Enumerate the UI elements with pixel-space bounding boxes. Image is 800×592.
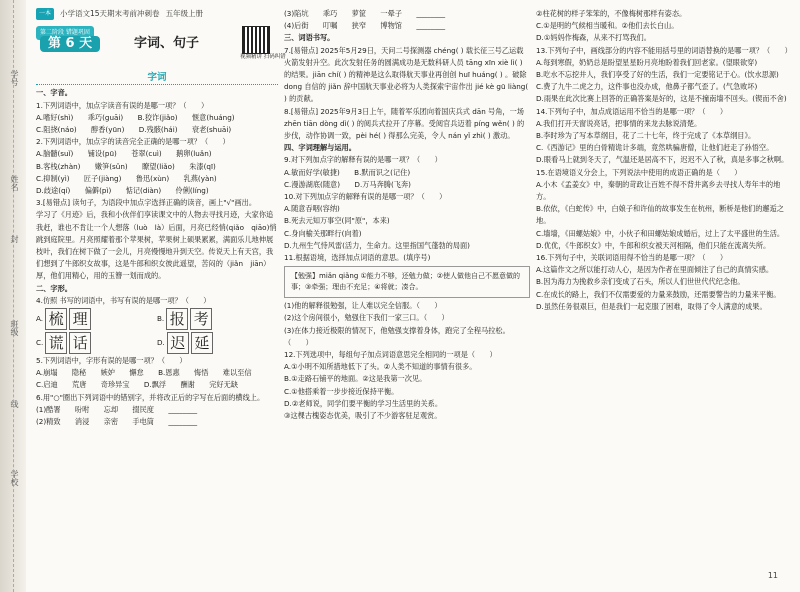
question-line: 10.对下列加点字的解释有误的是哪一项？（ ） <box>284 192 447 202</box>
question-line: C.墙墙，《田螺姑娘》中，小伙子和田螺姑娘成婚后，过上了太平盛世的生活。 <box>536 228 785 238</box>
question-line: C.在成长的路上，我们不仅需要爱的力量来鼓励，还需要警告的力量来平衡。 <box>536 289 781 299</box>
question-line: 3.[易错点] 读句子，为语段中加点字选择正确的读音，画上"√"画出。 <box>36 198 257 208</box>
question-line: D.眼看马上就到冬天了，气温还是居高不下，迟迟不入了秋，真是多事之秋啊。 <box>536 155 789 165</box>
question-line: ③这棵古槐姿态优美，吸引了不少游客驻足观赏。 <box>284 411 442 421</box>
question-line: 9.对下列加点字的解释有误的是哪一项？（ ） <box>284 155 442 165</box>
question-line: D.九州生气恃风雷(活力，生命力。这里指国气蓬勃的局面) <box>284 240 470 250</box>
question-line: A.脑髓(suǐ) 铺设(pū) 苍翠(cuì) 鹅卵(luǎn) <box>36 149 212 159</box>
char-cell: 话 <box>69 332 91 354</box>
question-line: B.依依，《白蛇传》中，白娘子和许仙的故事发生在杭州，断桥是他们的邂逅之地。 <box>536 204 784 226</box>
page-number: 11 <box>767 571 778 580</box>
question-line: C.身向榆关那畔行(向着) <box>284 228 362 238</box>
char-cell: 梳 <box>45 308 67 330</box>
question-line: ②柱花树的样子笨笨的，不像梅树那样有姿态。 <box>536 9 687 18</box>
question-line: (1)酷署 吩咐 忘却 掇民度 ________ <box>36 404 198 414</box>
passage: 7.[易错点] 2025年5月29日，天问二号探测器 chéng( ) 载长征三号乙运载火箭发射升空。此次发射任务的圆满成功是无数科研人员 tāng xīn xiè lì( ) 的结果。jiān chí( ) 的精神是这么取得航天事业再创创 huī huáng( ) 。破除 dong 自信的 jiǎn 辞中国航天事业必将为人类探索宇宙作出 jié kè gū liàng( ) 的贡献。 <box>284 45 529 104</box>
binding-label: 班级 <box>10 320 19 336</box>
question-line: C.《西游记》里的白骨精诡计多端，竟然哄骗唐僧，让他们赶走了孙悟空。 <box>536 143 774 153</box>
q4-option-a[interactable]: A. 梳 理 <box>36 307 157 331</box>
question-line: A.我们打开天窗说亮话，把事情的来龙去脉说清楚。 <box>536 118 702 128</box>
question-line: D.雨果在此次比赛上回答的正确答案是好的，这是不撞南墙不回头。(锲而不舍) <box>536 94 787 104</box>
binding-label: 学校 <box>10 470 19 486</box>
question-line: 12.下列选项中，每组句子加点词语意思完全相同的一项是（ ） <box>284 350 497 360</box>
question-line: 6.用"○"圈出下列词语中的错别字，并将改正后的字写在后面的横线上。 <box>36 392 265 402</box>
question-line: C.漫游湖底(随意) D.万马奔腾(飞奔) <box>284 179 411 189</box>
question-line: (1)他的解释很勉强，让人难以完全信服。（ ） <box>284 301 442 311</box>
question-line: (2)精致 消浸 亲密 手电筒 ________ <box>36 417 198 427</box>
question-line: A.①小明不知所措地低下了头。②人类不知道的事情有很多。 <box>284 362 477 372</box>
heading: 三、词语书写。 <box>284 33 335 43</box>
heading: 四、字词理解与运用。 <box>284 143 356 153</box>
series-title: 小学语文15天期末考前冲刺卷 <box>60 9 160 18</box>
stage-tag: 第二阶段 错题巩固 <box>36 26 94 40</box>
heading: 一、字音。 <box>36 88 72 98</box>
page-title: 字词、句子 <box>134 36 200 52</box>
char-cell: 谎 <box>45 332 67 354</box>
qr-code-icon[interactable] <box>242 26 270 54</box>
binding-label: 线 <box>10 400 19 408</box>
question-line: A.每到寒假，奶奶总是盼望星星盼月亮地盼着我们回老家。(望眼欲穿) <box>536 57 758 67</box>
section-title: 字词 <box>36 72 278 85</box>
grade-label: 五年级上册 <box>165 9 204 18</box>
question-line: D.虽然任务很艰巨，但是我们一起克服了困难，取得了令人满意的成果。 <box>536 301 767 311</box>
q4-option-c[interactable]: C. 谎 话 <box>36 331 157 355</box>
question-line: (4)后街 叮嘱 狭窄 博物馆 ________ <box>284 21 446 31</box>
question-line: A.这篇作文之所以能打动人心，是因为作者在里面倾注了自己的真情实感。 <box>536 265 774 275</box>
question-line: C.启迪 荒唐 奇珍异宝 D.飘浮 酬谢 完好无缺 <box>36 380 239 390</box>
question-line: A.随意吞咽(容纳) <box>284 204 340 214</box>
qr-caption: 视频精讲 扫码纠错 <box>240 54 286 61</box>
question-line: B.吃水不忘挖井人，我们享受了好的生活，我们一定要铭记于心。(饮水思源) <box>536 70 779 80</box>
question-line: A.小木《孟姜女》中，秦朝的苛政让百姓不得不背井离乡去寻找人寿年丰的地方。 <box>536 179 781 202</box>
passage: 学习了《月迹》后，我和小伙伴们享读课文中的人物去寻找月迹，大家你追我赶，谁也不肯让一个人想落（luò là）后面，月亮已经悄(qiǎo qiāo)悄跳到庭院里。月亮照耀着那个苹果树，苹果树上硕果累累，满面乐儿地伸展枝叶，我们在树下做了一会儿，月亮慢慢地升到天空。传说天上有天宫，我们想到了牛郎织女故事，这是牛郎和织女彼此遥望，苦闷的（jiǎn jiān）厚，他们用精心，用的玉簪一划而成的。 <box>36 210 277 281</box>
char-cell: 考 <box>190 308 212 330</box>
q4-option-d[interactable]: D. 迟 延 <box>157 331 278 355</box>
question-line: 5.下列词语中，字形有误的是哪一项？（ ） <box>36 356 187 366</box>
column-left <box>36 8 286 428</box>
question-line: C.抑制(yì) 匠子(jiàng) 鲁迅(xùn) 乳燕(yàn) <box>36 173 217 183</box>
question-line: A.崩塌 隐秘 嫉妒 懈怠 B.恩惠 悔悟 难以至信 <box>36 368 252 378</box>
question-line: 1.下列词语中，加点字读音有误的是哪一项？（ ） <box>36 100 209 110</box>
question-line: D.歧途(qí) 偏僻(pì) 惦记(diàn) 伶俐(líng) <box>36 186 209 196</box>
question-line: (2)这个房间很小，勉强住下我们一家三口。（ ） <box>284 313 449 323</box>
q4-option-b[interactable]: B. 报 考 <box>157 307 278 331</box>
binding-label: 学号 <box>10 70 19 86</box>
brand-logo: 一本 <box>36 8 54 20</box>
question-line: 2.下列词语中，加点字的读音完全正确的是哪一项？（ ） <box>36 137 230 147</box>
question-line: 13.下列句子中，画线部分的内容不能用括号里的词语替换的是哪一项？（ ） <box>536 45 792 55</box>
question-line: 4.仿照 书写的词语中，书写有误的是哪一项？（ ） <box>36 295 211 305</box>
char-cell: 迟 <box>167 332 189 354</box>
question-line: C.费了九牛二虎之力，这件事也没办成，他鼻子都气歪了。(气急败坏) <box>536 82 758 92</box>
question-line: 11.根据语境，选择加点词语的意思。(填序号) <box>284 253 431 263</box>
question-line: 15.在语境语义分会上，下列说法中使用的成语正确的是（ ） <box>536 167 742 177</box>
question-line: (3)在体力接近极限的情况下，他勉强支撑着身体，跑完了全程马拉松。（ ） <box>284 325 510 347</box>
question-line: D.①妈妈作梅森，从来不打骂我们。 <box>536 33 651 43</box>
question-line: A.敏而好学(敏捷) B.默而识之(记住) <box>284 167 411 177</box>
question-line: 14.下列句子中，加点成语运用不恰当的是哪一项？（ ） <box>536 106 728 116</box>
question-line: B.客栈(zhàn) 嫩笋(sǔn) 瞭望(liǎo) 朱漆(qī) <box>36 161 216 171</box>
char-cell: 报 <box>166 308 188 330</box>
question-line: (3)陷坑 乖巧 萝筐 一晕子 ________ <box>284 9 446 18</box>
column-middle <box>284 8 530 422</box>
question-line: B.死去元知万事空(同"原"，本来) <box>284 216 390 226</box>
question-line: D.优优，《牛郎织女》中，牛郎和织女被天河相隔，他们只能在流离失所。 <box>536 240 771 250</box>
binding-label: 封 <box>10 235 19 243</box>
question-line: C.阻挠(náo) 醇香(yūn) D.残骸(hái) 衰老(shuāi) <box>36 125 232 135</box>
question-line: A.嗜好(shì) 乖巧(guāi) B.狡诈(jiǎo) 惬意(huáng) <box>36 112 235 122</box>
passage: 8.[易错点] 2025年9月3日上午，随着军乐团向着国庆兵式 dān 号角，一场 zhēn tiān dòng dì( ) 的阅兵式拉开了序幕。受阅官兵迈着 píng wěn( ) 的步伐，动作协调一致，pèi hé( ) 得那么完美，令人 nán yǐ zhì( ) 激动。 <box>284 106 525 141</box>
question-line: B.①走路石铺平的地面。②这是我第一次见。 <box>284 374 427 384</box>
binding-labels <box>0 0 26 592</box>
question-line: C.①是明的气候相当暖和。②他们去长白山。 <box>536 21 679 31</box>
day-label: 第 6 天 <box>40 36 100 52</box>
char-cell: 理 <box>69 308 91 330</box>
question-line: B.因为海力为挽救乡亲们变成了石头，所以人们世世代代纪念他。 <box>536 277 745 287</box>
question-line: D.②老师说，同学们要平衡的学习生活里的关系。 <box>284 398 443 408</box>
question-line: C.①他搭乘着一步步接近保持平衡。 <box>284 386 399 396</box>
column-right <box>536 8 791 313</box>
definition-box: 【勉强】miǎn qiǎng ①能力不够，还勉力做；②使人做他自己不愿意做的事；③牵强；理由不充足；④将就；凑合。 <box>284 266 530 298</box>
question-line: 16.下列句子中，关联词语用得不恰当的是哪一项？（ ） <box>536 253 728 263</box>
char-cell: 延 <box>191 332 213 354</box>
day-banner <box>36 26 286 70</box>
q4-options <box>36 307 278 355</box>
heading: 二、字形。 <box>36 283 72 293</box>
binding-label: 姓名 <box>10 175 19 191</box>
question-line: B.李时珍为了写本草纲目，花了二十七年，终于完成了《本草纲目》。 <box>536 131 756 141</box>
header <box>36 8 278 20</box>
